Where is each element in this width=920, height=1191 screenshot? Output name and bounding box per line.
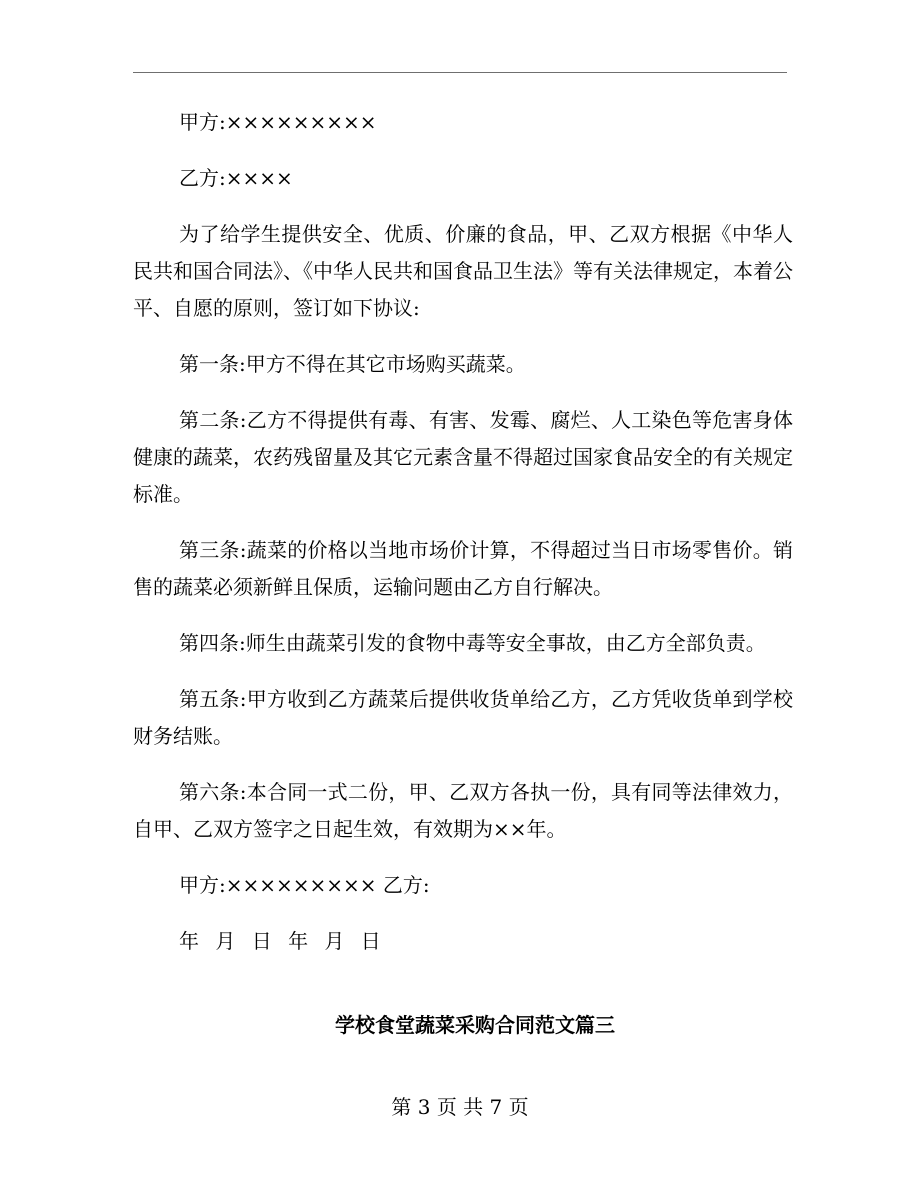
party-b-line: 乙方:×××× [179,166,293,190]
article-3: 第三条:蔬菜的价格以当地市场价计算，不得超过当日市场零售价。销售的蔬菜必须新鲜且保质，运输问题由乙方自行解决。 [133,538,793,599]
article-6: 第六条:本合同一式二份，甲、乙双方各执一份，具有同等法律效力，自甲、乙双方签字之日起生效，有效期为××年。 [133,780,793,841]
document-body [133,104,793,979]
preamble-paragraph: 为了给学生提供安全、优质、价廉的食品，甲、乙双方根据《中华人民共和国合同法》、《中华人民共和国食品卫生法》等有关法律规定，本着公平、自愿的原则，签订如下协议: [133,222,793,320]
party-a-line: 甲方:××××××××× [179,110,377,134]
article-5: 第五条:甲方收到乙方蔬菜后提供收货单给乙方，乙方凭收货单到学校财务结账。 [133,687,793,748]
signature-line: 甲方:××××××××× 乙方: [179,873,430,897]
header-divider [133,72,787,73]
section-title: 学校食堂蔬菜采购合同范文篇三 [335,1013,615,1037]
article-1: 第一条:甲方不得在其它市场购买蔬菜。 [179,352,526,376]
article-4: 第四条:师生由蔬菜引发的食物中毒等安全事故，由乙方全部负责。 [179,631,766,655]
article-2: 第二条:乙方不得提供有毒、有害、发霉、腐烂、人工染色等危害身体健康的蔬菜，农药残留量及其它元素含量不得超过国家食品安全的有关规定标准。 [133,408,793,506]
date-line: 年 月 日 年 月 日 [179,929,381,953]
page-number-footer: 第 3 页 共 7 页 [391,1095,529,1119]
